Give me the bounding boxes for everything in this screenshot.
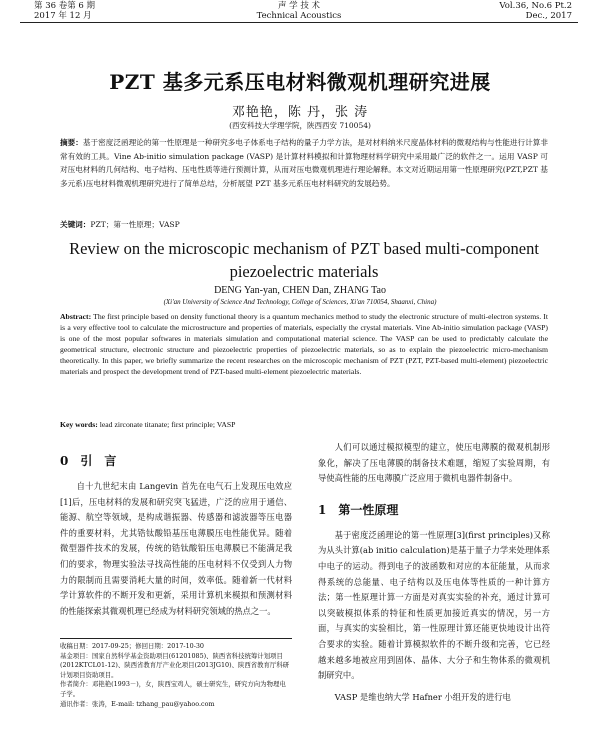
section-0-heading: 0 引 言 (60, 454, 117, 468)
date-cn: 2017 年 12 月 (34, 11, 92, 21)
footnote-corresponding: 通讯作者：张涛，E-mail: tzhang_pau@yahoo.com (60, 699, 215, 708)
keywords-en (60, 420, 548, 429)
keywords-cn (60, 219, 548, 230)
header-center (20, 1, 578, 21)
keywords-cn-label: 关键词： (60, 220, 91, 229)
authors-cn: 邓艳艳，陈 丹，张 涛 (231, 105, 369, 120)
keywords-cn-text: PZT；第一性原理；VASP (90, 220, 180, 229)
section-1-paragraph: 基于密度泛函理论的第一性原理[3](first principles)又称为从头计算(ab initio calculation)是基于量子力学来处理体系中电子的运动。得到电子的波函数和对应的本征能量，从而求得系统的总能量、电子结构以及压电体等性质的一种计算方法；第一性原理计算一方面是对真实实验的补充，通过计算可以突破模拟体系的特征和性质更加接近真实的情况，另一方面，与真实的实验相比，第一性原理计算还能更快地设计出符合要求的实验。随着计算模拟软件的不断升级和完善，它已经越来越多地被应用到固体、晶体、大分子和生物体系的微观机制研究中。 (318, 529, 550, 681)
header-right (499, 1, 572, 21)
affiliation-en: (Xi'an University of Science And Technology, College of Sciences, Xi'an 710054, Shaanxi, China) (163, 298, 437, 306)
keywords-en-label: Key words: (60, 420, 98, 429)
volume-cn: 第 36 卷第 6 期 (34, 1, 96, 11)
footnote-author-bio: 作者简介：邓艳艳(1993－)，女，陕西宝鸡人，硕士研究生，研究方向为物理电子学。 (60, 680, 286, 698)
abstract-cn-label: 摘要： (60, 138, 83, 147)
section-1-heading: 1 第一性原理 (318, 502, 399, 517)
date-en: Dec., 2017 (525, 11, 572, 21)
right-paragraph-1: 人们可以通过模拟模型的建立，使压电薄膜的微观机制形象化，解决了压电薄膜的制备技术难题，缩短了实验周期，有导使高性能的压电薄膜广泛应用于微机电器件制备中。 (318, 442, 550, 484)
footnotes (60, 642, 292, 709)
affiliation-cn: (西安科技大学理学院，陕西西安 710054) (229, 121, 371, 130)
left-column (60, 440, 292, 619)
keywords-en-text: lead zirconate titanate; first principle; VASP (99, 420, 236, 429)
abstract-en-text: The first principle based on density functional theory is a quantum mechanics method to study the electronic structure of multi-electron systems. It is a very effective tool to calculate the microstructure and properties of materials, especially the crystal materials. Vine Ab-initio simulation package (VASP) is one of the most popular softwares in materials simulation and computational material science. The VASP can be used to predictably calculate the geometrical structure, electronic structure and piezoelectric properties of piezoelectric materials, so as to explain the piezoelectric micro-mechanism theoretically. In this paper, we briefly summarize the recent researches on the microscopic mechanism of PZT (PZT, PZT-based multi-element) piezoelectric materials and prospect the development trend of PZT-based multi-element piezoelectric materials. (60, 312, 548, 376)
journal-name-en: Technical Acoustics (256, 11, 342, 21)
running-header (20, 0, 578, 23)
right-column (318, 440, 550, 705)
journal-name-cn: 声 学 技 术 (277, 1, 321, 11)
title-cn: PZT 基多元系压电材料微观机理研究进展 (109, 70, 491, 94)
right-paragraph-last: VASP 是维也纳大学 Hafner 小组开发的进行电 (334, 691, 511, 702)
footnote-received: 收稿日期：2017-09-25；修回日期：2017-10-30 (60, 642, 204, 650)
abstract-en (60, 312, 548, 377)
abstract-cn (60, 136, 548, 190)
abstract-cn-text: 基于密度泛函理论的第一性原理是一种研究多电子体系电子结构的量子力学方法，是对材料纳米尺度晶体材料的微观结构与性能进行计算非常有效的工具。Vine Ab-initio simulation package (VASP) 是计算材料模拟和计算物理材料学研究中采用最广泛的软件之一。运用 VASP 可对压电材料的几何结构、电子结构、压电性质等进行预测计算，从而对压电微观机理进行理论解释。本文对近期运用第一性原理研究(PZT,PZT 基多元系)压电材料微观机理研究进行了简单总结，分析展望 PZT 基多元系压电材料研究的发展趋势。 (60, 138, 549, 188)
title-en: Review on the microscopic mechanism of PZT based multi-component piezoelectric materials (69, 239, 539, 281)
footnote-divider (60, 638, 292, 639)
abstract-en-label: Abstract: (60, 312, 92, 321)
footnote-funding: 基金项目：国家自然科学基金资助项目(61201085)、陕西省科技统筹计划项目(2012KTCL01-12)、陕西省教育厅产业化项目(2013JG10)、陕西省教育厅科研计划项目资助项目。 (60, 651, 290, 679)
authors-en: DENG Yan-yan, CHEN Dan, ZHANG Tao (214, 285, 386, 296)
volume-en: Vol.36, No.6 Pt.2 (499, 1, 572, 11)
section-0-paragraph: 自十九世纪末由 Langevin 首先在电气石上发现压电效应[1]后，压电材料的发展和研究突飞猛进，广泛的应用于通信、能源、航空等领域，是构成谐振器、传感器和滤波器等压电器件的重要材料，尤其锆钛酸铅基压电薄膜压电性能优异。随着微型器件技术的发展，传统的锆钛酸铅压电薄膜已不能满足我们的要求，物理实验法寻找高性能的压电材料不仅受到人力物力的限制而且需要消耗大量的时间，效率低。随着新一代材料学计算软件的不断开发和更新，采用计算机来模拟和预测材料的性能探索其微观机理已经成为材料研究领域的热点之一。 (60, 481, 292, 616)
